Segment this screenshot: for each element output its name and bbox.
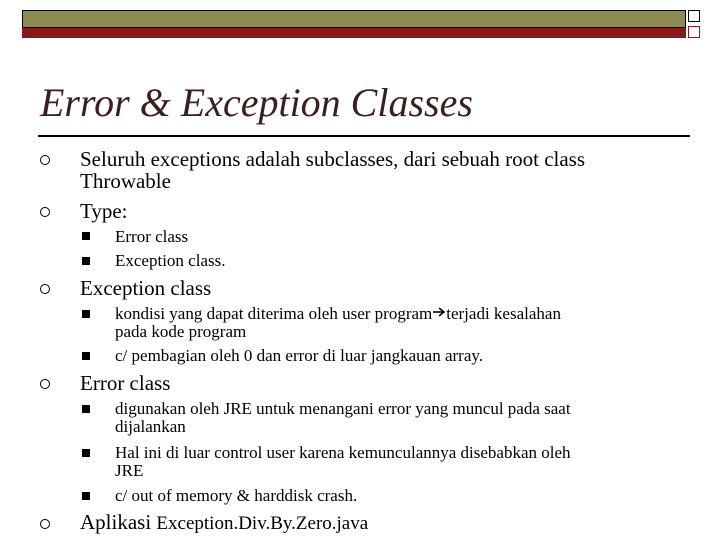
bullet-circle-icon	[40, 155, 50, 165]
bullet-text-continuation: Throwable	[80, 169, 171, 193]
sub-bullet-square-icon	[82, 492, 90, 500]
bullet-text: Type:	[80, 199, 128, 223]
bullet-text: Exception class	[80, 276, 212, 300]
sub-bullet-text	[115, 305, 561, 323]
sub-bullet-square-icon	[82, 449, 90, 457]
bullet-text: Seluruh exceptions adalah subclasses, dari sebuah root class	[80, 147, 586, 171]
sub-bullet-text: c/ pembagian oleh 0 dan error di luar jangkauan array.	[115, 346, 484, 365]
bullet-circle-icon	[40, 284, 50, 294]
bullet-text	[80, 511, 368, 535]
sub-bullet-square-icon	[82, 405, 90, 413]
arrow-right-icon	[432, 304, 446, 322]
bullet-text: Error class	[80, 371, 171, 395]
bullet-text-part: Aplikasi	[80, 510, 152, 534]
sub-bullet-square-icon	[82, 232, 90, 240]
sub-bullet-text: digunakan oleh JRE untuk menangani error yang muncul pada saat	[115, 399, 571, 418]
bullet-circle-icon	[40, 207, 50, 217]
sub-bullet-text: Hal ini di luar control user karena kemunculannya disebabkan oleh	[115, 443, 571, 462]
sub-bullet-square-icon	[82, 310, 90, 318]
sub-bullet-text-part: kondisi yang dapat diterima oleh user program	[115, 304, 433, 323]
sub-bullet-text: c/ out of memory & harddisk crash.	[115, 486, 358, 505]
sub-bullet-text-continuation: JRE	[115, 461, 144, 480]
slide-title: Error & Exception Classes	[40, 80, 473, 125]
sub-bullet-text-continuation: pada kode program	[115, 322, 247, 341]
sub-bullet-text: Exception class.	[115, 251, 226, 270]
sub-bullet-square-icon	[82, 352, 90, 360]
bullet-circle-icon	[40, 379, 50, 389]
code-filename: Exception.Div.By.Zero.java	[156, 513, 369, 534]
sub-bullet-text-part: terjadi kesalahan	[446, 304, 561, 323]
sub-bullet-square-icon	[82, 257, 90, 265]
sub-bullet-text-continuation: dijalankan	[115, 417, 186, 436]
bullet-circle-icon	[40, 519, 50, 529]
sub-bullet-text: Error class	[115, 227, 189, 246]
